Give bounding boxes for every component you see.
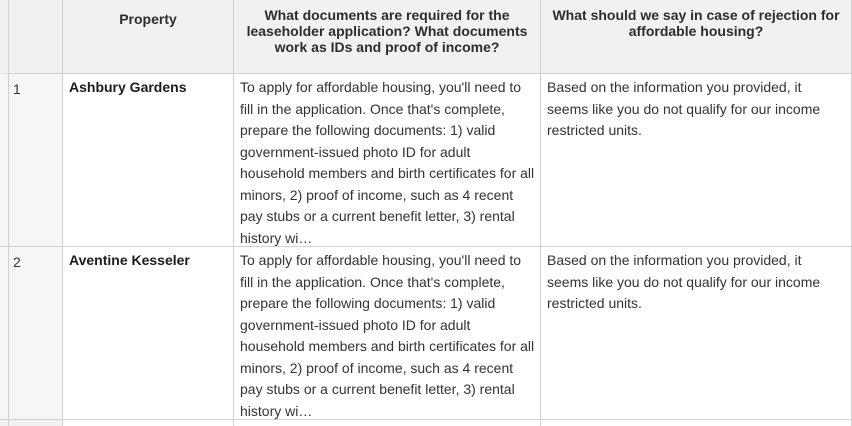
table-row	[0, 74, 852, 247]
row-number[interactable]: 2	[0, 247, 63, 420]
documents-text: To apply for affordable housing, you'll need to fill in the application. Once that's complete, prepare the following documents: 1) valid government-issued photo ID for adult household members and birth certificates for all minors, 2) proof of income, such as 4 recent pay stubs or a current benefit letter, 3) rental history wi…	[240, 79, 535, 246]
header-row	[0, 0, 852, 74]
column-header-documents[interactable]: What documents are required for the leaseholder application? What documents work as IDs and proof of income?	[234, 0, 541, 74]
rejection-cell[interactable]: Based on the information you provided, it seems like you do not qualify for our income restricted units.	[541, 247, 852, 420]
column-header-property[interactable]: Property	[63, 0, 234, 74]
left-border	[8, 0, 9, 426]
next-row-partial	[0, 420, 852, 426]
table-row	[0, 247, 852, 420]
rejection-cell[interactable]: Based on the information you provided, it seems like you do not qualify for our income restricted units.	[541, 74, 852, 247]
documents-cell[interactable]	[234, 247, 541, 420]
corner-header[interactable]	[0, 0, 63, 74]
row-number-partial[interactable]	[0, 420, 63, 426]
cell-partial[interactable]	[541, 420, 852, 426]
documents-cell[interactable]	[234, 74, 541, 247]
property-cell[interactable]: Aventine Kesseler	[63, 247, 234, 420]
cell-partial[interactable]	[234, 420, 541, 426]
cell-partial[interactable]	[63, 420, 234, 426]
property-cell[interactable]: Ashbury Gardens	[63, 74, 234, 247]
documents-text: To apply for affordable housing, you'll need to fill in the application. Once that's complete, prepare the following documents: 1) valid government-issued photo ID for adult household members and birth certificates for all minors, 2) proof of income, such as 4 recent pay stubs or a current benefit letter, 3) rental history wi…	[240, 252, 535, 419]
column-header-rejection[interactable]: What should we say in case of rejection for affordable housing?	[541, 0, 852, 74]
row-number[interactable]: 1	[0, 74, 63, 247]
